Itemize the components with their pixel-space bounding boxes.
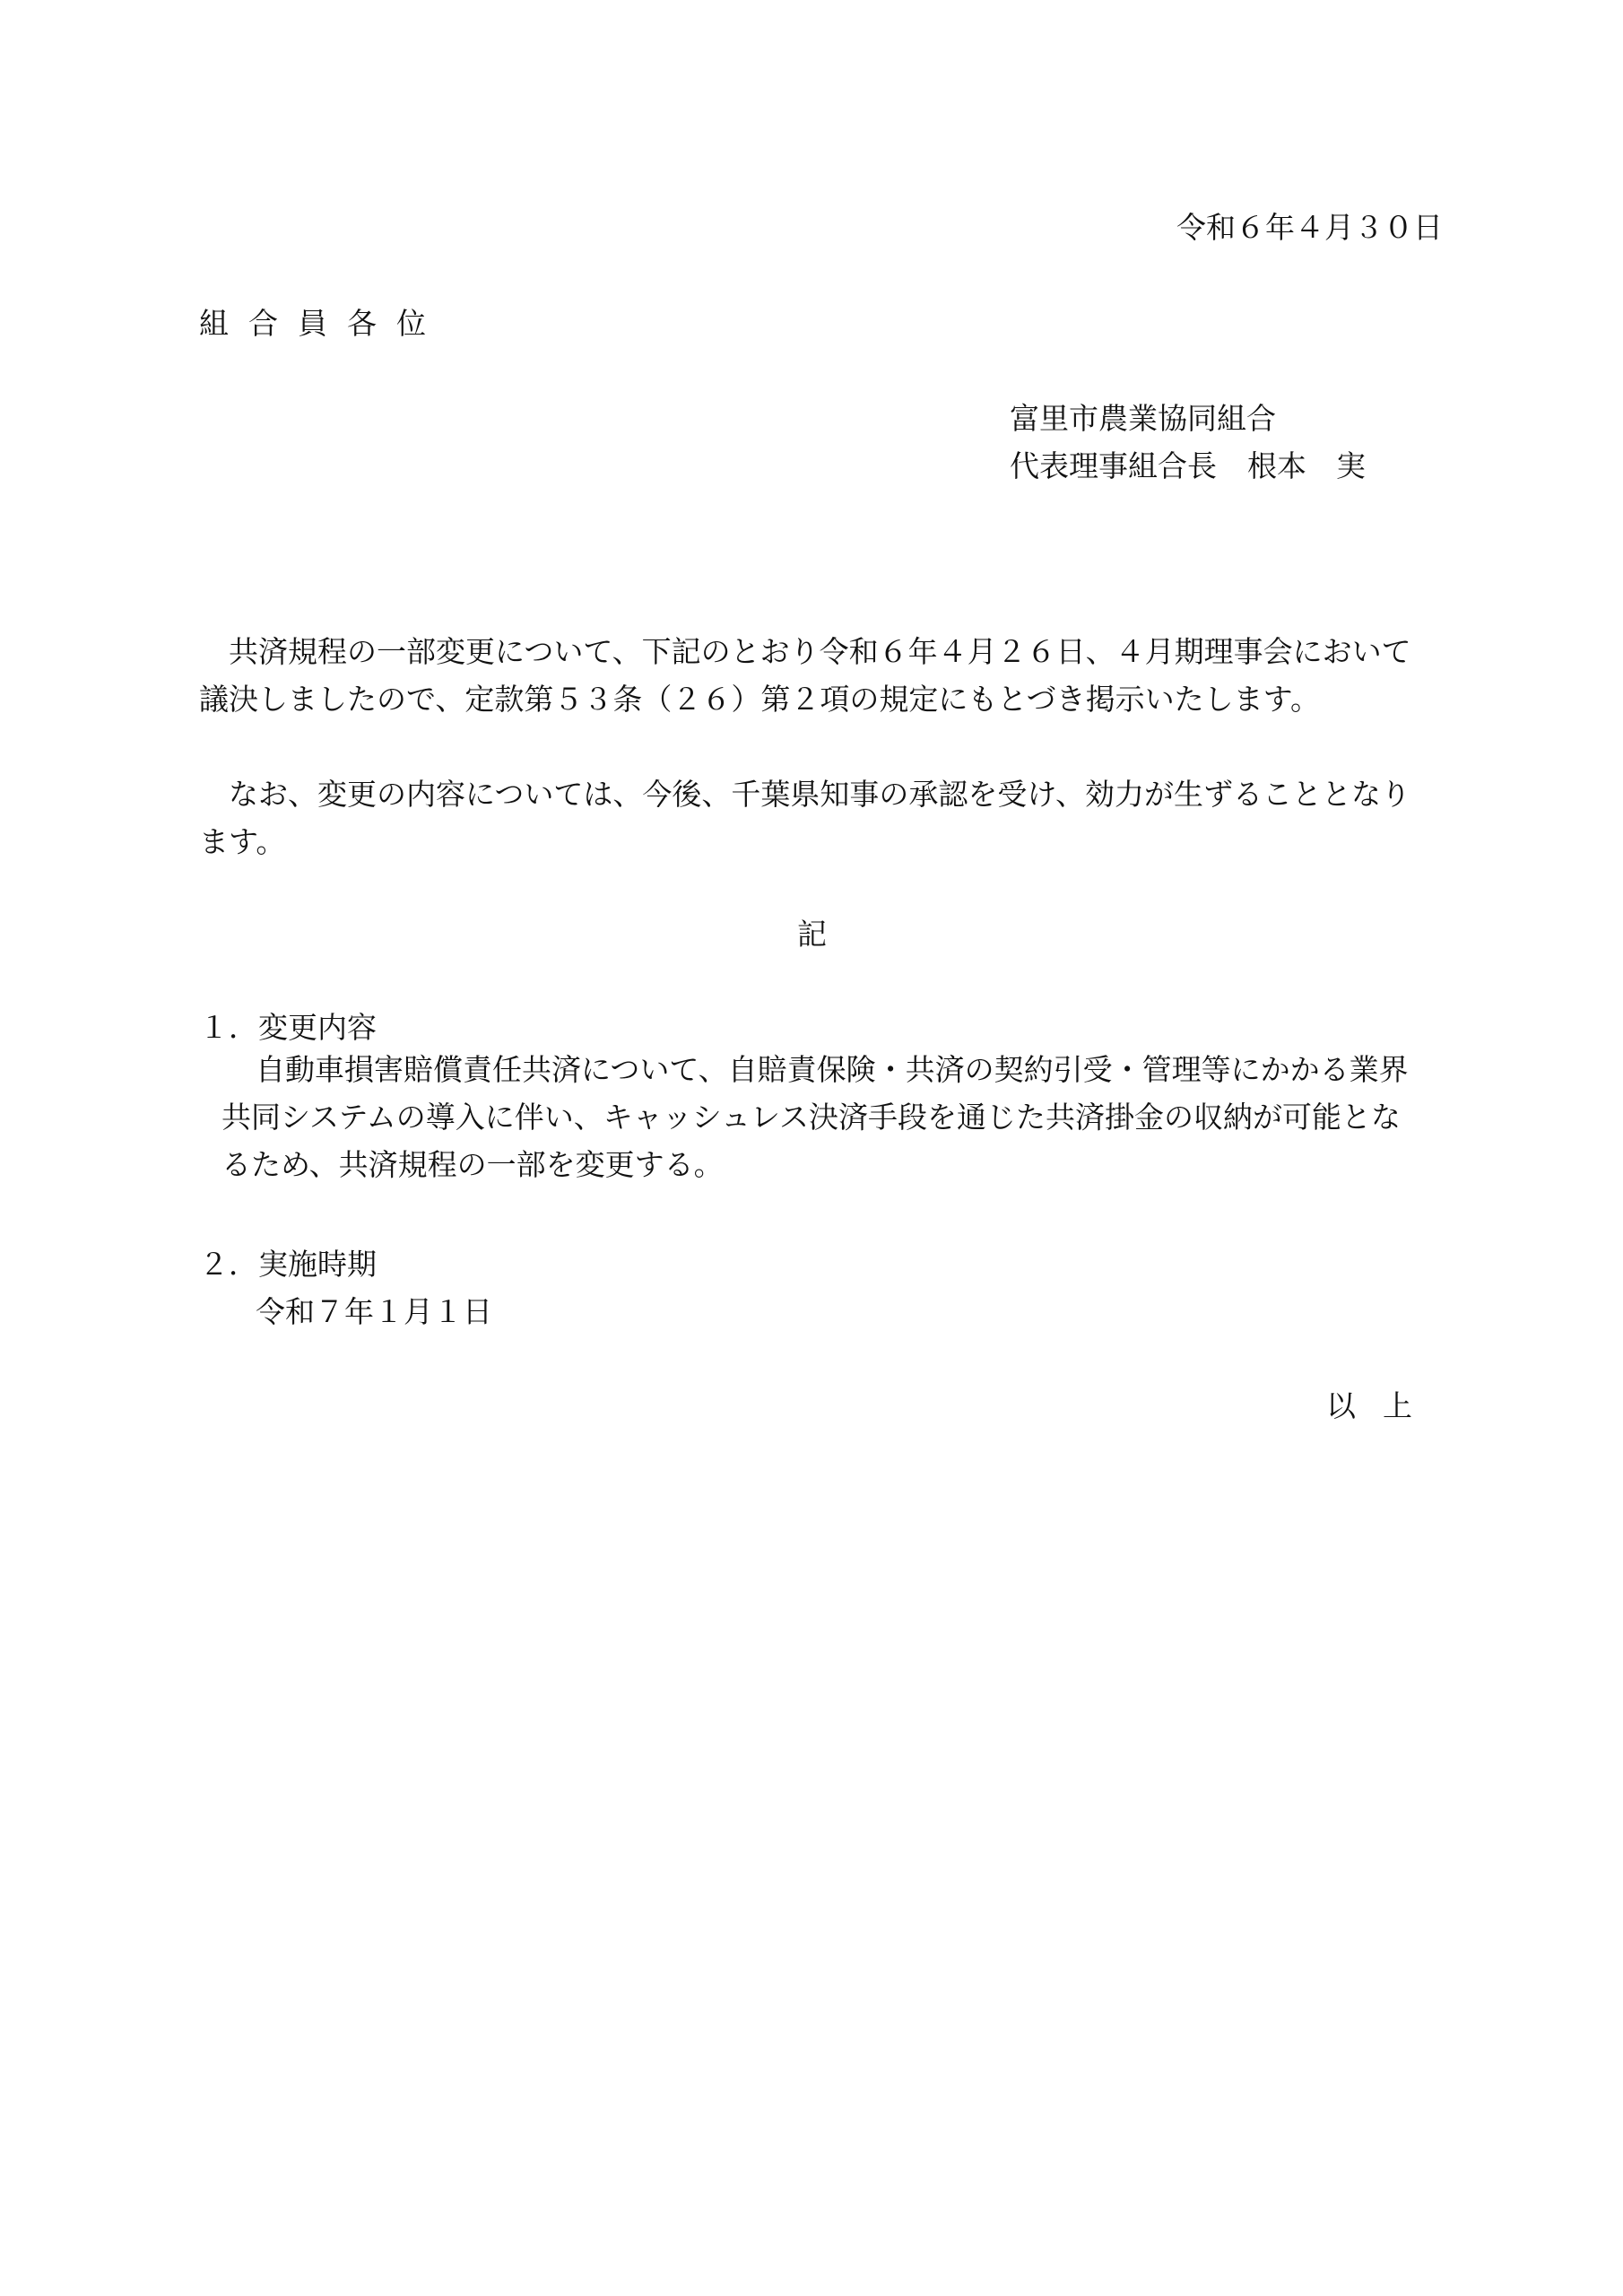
- section-1-content: 自動車損害賠償責任共済について、自賠責保険・共済の契約引受・管理等にかかる業界共同システムの導入に伴い、キャッシュレス決済手段を通じた共済掛金の収納が可能となるため、共済規程の一部を変更する。: [221, 1052, 1409, 1182]
- section-1-heading: １．変更内容: [199, 1010, 377, 1045]
- body-paragraph-2: なお、変更の内容については、今後、千葉県知事の承認を受け、効力が生ずることとなります。: [199, 777, 1411, 859]
- sender-title: 代表理事組合長: [1010, 448, 1217, 483]
- sender-representative: [1010, 443, 1366, 485]
- closing-mark: 以上: [1326, 1388, 1439, 1423]
- ki-heading: 記: [797, 917, 827, 952]
- sender-name: 根本 実: [1247, 448, 1366, 483]
- section-2-content: 令和７年１月１日: [256, 1294, 492, 1329]
- document-date: 令和６年４月３０日: [1176, 210, 1443, 245]
- addressee: 組合員各位: [199, 306, 446, 341]
- section-2-heading: ２．実施時期: [199, 1247, 377, 1282]
- body-paragraph-1: 共済規程の一部変更について、下記のとおり令和６年４月２６日、４月期理事会において議決しましたので、定款第５３条（２６）第２項の規定にもとづき掲示いたします。: [199, 634, 1411, 717]
- sender-organization: 富里市農業協同組合: [1010, 401, 1276, 436]
